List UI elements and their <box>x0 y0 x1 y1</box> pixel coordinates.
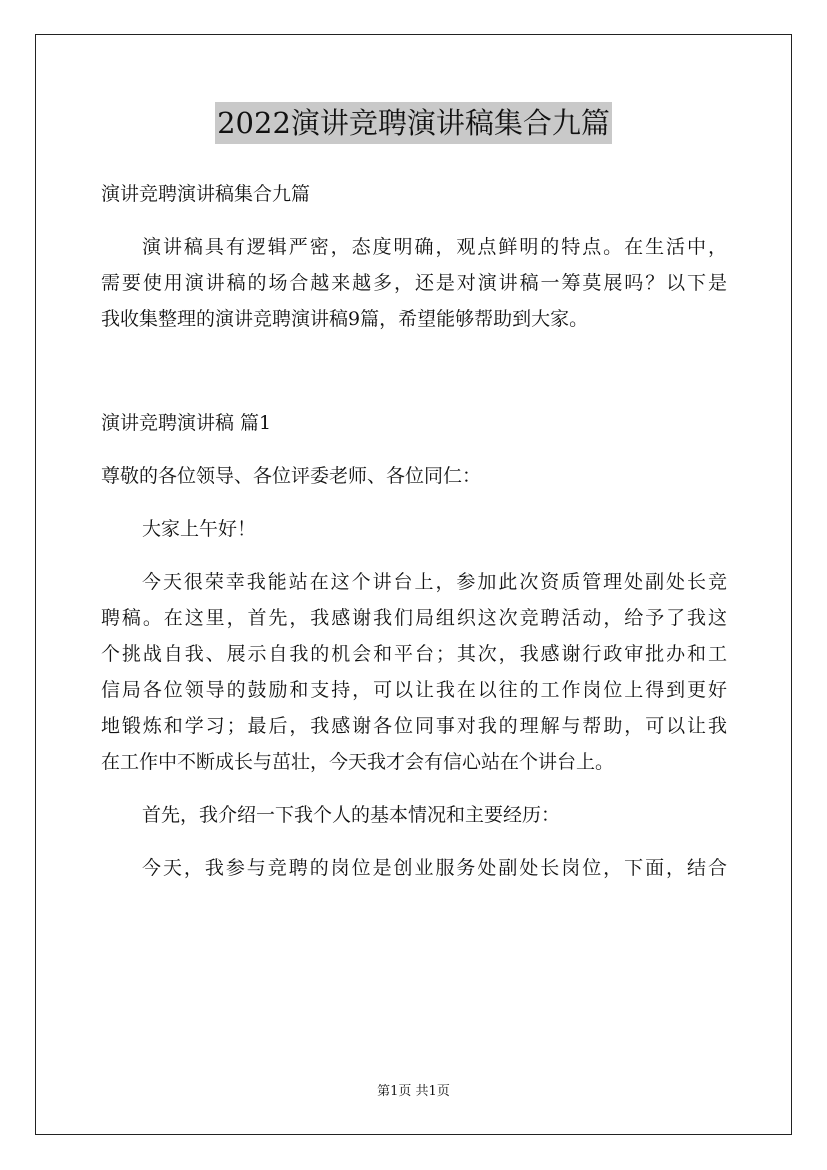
document-subtitle: 演讲竞聘演讲稿集合九篇 <box>101 183 311 205</box>
greeting: 大家上午好！ <box>142 518 257 540</box>
body-line: 个挑战自我、展示自我的机会和平台；其次，我感谢行政审批办和工 <box>101 643 727 665</box>
title-container <box>0 102 827 144</box>
document-title: 2022演讲竞聘演讲稿集合九篇 <box>215 102 612 144</box>
intro-line: 需要使用演讲稿的场合越来越多，还是对演讲稿一筹莫展吗？以下是 <box>101 272 727 294</box>
intro-line: 我收集整理的演讲竞聘演讲稿9篇，希望能够帮助到大家。 <box>101 308 589 330</box>
body-line: 聘稿。在这里，首先，我感谢我们局组织这次竞聘活动，给予了我这 <box>101 607 727 629</box>
section-heading: 演讲竞聘演讲稿 篇1 <box>101 412 272 434</box>
body-paragraph-1 <box>101 564 727 780</box>
body-line: 在工作中不断成长与茁壮，今天我才会有信心站在个讲台上。 <box>101 751 615 773</box>
body-line: 地锻炼和学习；最后，我感谢各位同事对我的理解与帮助，可以让我 <box>101 715 727 737</box>
body-line: 今天很荣幸我能站在这个讲台上，参加此次资质管理处副处长竞 <box>142 571 727 593</box>
document-body <box>101 176 727 886</box>
body-paragraph-2: 首先，我介绍一下我个人的基本情况和主要经历： <box>142 804 561 826</box>
page-footer: 第1页 共1页 <box>377 1084 450 1099</box>
body-line: 信局各位领导的鼓励和支持，可以让我在以往的工作岗位上得到更好 <box>101 679 727 701</box>
salutation: 尊敬的各位领导、各位评委老师、各位同仁： <box>101 465 482 487</box>
intro-paragraph <box>101 229 727 337</box>
intro-line: 演讲稿具有逻辑严密，态度明确，观点鲜明的特点。在生活中， <box>142 236 727 258</box>
body-paragraph-3: 今天，我参与竞聘的岗位是创业服务处副处长岗位，下面，结合 <box>142 857 727 879</box>
